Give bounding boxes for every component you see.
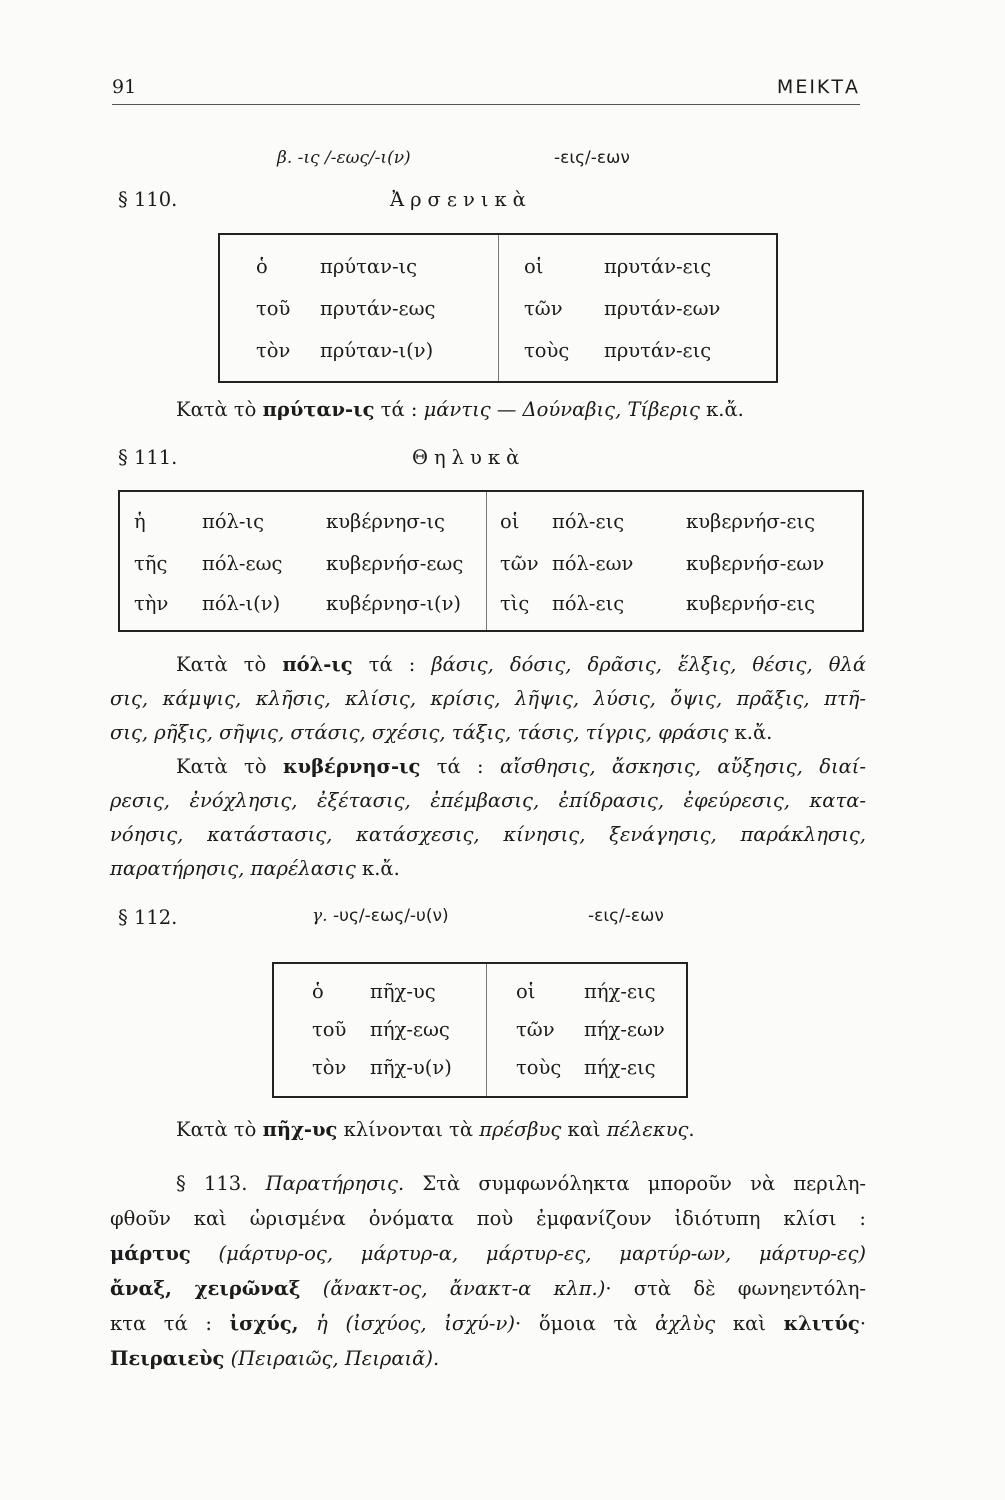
para-examples: βάσις, δόσις, δρᾶσις, ἕλξις, θέσις, θλά (431, 653, 866, 676)
table-cell: πόλ-ι(ν) (202, 592, 281, 615)
para-forms: (Πειραιῶς, Πειραιᾶ). (224, 1347, 440, 1370)
s113-paragraph (110, 1166, 866, 1376)
running-head (112, 76, 860, 105)
table-cell: πόλ-εως (202, 552, 283, 575)
s112-subheading (312, 906, 449, 926)
para-text: · (859, 1312, 867, 1335)
s112-note (176, 1118, 695, 1141)
s113-title: Παρατήρησις. (265, 1172, 405, 1195)
note-text: Κατὰ τὸ (176, 398, 263, 421)
s112-ending-plural: -εις/-εων (588, 906, 664, 926)
table-row (220, 255, 776, 289)
para-line (110, 750, 866, 784)
s110-gender-heading: Ἀρσενικὰ (390, 188, 532, 211)
table-cell: τὴν (134, 592, 169, 615)
para-examples: σις, ρῆξις, σῆψις, στάσις, σχέσις, τάξις, τάσις, τίγρις, φράσις (110, 721, 729, 744)
para-text: Κατὰ τὸ (176, 755, 283, 778)
para-keyword: ἄναξ, χειρῶναξ (110, 1277, 301, 1300)
para-line (110, 716, 866, 750)
table-cell: τὸν (312, 1056, 347, 1079)
para-text: κ.ἄ. (728, 721, 773, 744)
table-cell: πῆχ-υ(ν) (370, 1056, 452, 1079)
para-line: σις, κάμψις, κλῆσις, κλίσις, κρίσις, λῆψις, λύσις, ὄψις, πρᾶξις, πτῆ- (110, 687, 866, 710)
table-cell: κυβερνήσ-εως (326, 552, 464, 575)
table-cell: πρύταν-ι(ν) (320, 339, 434, 362)
table-cell: κυβερνήσ-εις (686, 592, 815, 615)
s111-declension-table (118, 490, 864, 632)
para-line (110, 648, 866, 682)
table-cell: κυβέρνησ-ις (326, 510, 445, 533)
note-text: καὶ (561, 1118, 607, 1141)
table-cell: ὁ (312, 980, 324, 1003)
s111-paragraph-polis (110, 648, 866, 750)
table-row (220, 297, 776, 331)
running-title: ΜΕΙΚΤΑ (776, 76, 860, 98)
para-forms: (ἄνακτ-ος, ἄνακτ-α κλπ.) (300, 1277, 606, 1300)
table-cell: οἱ (516, 980, 536, 1003)
para-line: νόησις, κατάστασις, κατάσχεσις, κίνησις, ξενάγησις, παράκλησις, (110, 823, 866, 846)
para-text: κτα τά : (110, 1312, 230, 1335)
note-text: κ.ἄ. (699, 398, 744, 421)
table-cell: πῆχ-υς (370, 980, 436, 1003)
para-text: · στὰ δὲ φωνηεντόλη- (605, 1277, 866, 1300)
note-text: . (688, 1118, 695, 1141)
note-text: τά : (374, 398, 424, 421)
table-cell: τῶν (516, 1018, 555, 1041)
para-forms: ἡ (ἰσχύος, ἰσχύ-ν) (298, 1312, 515, 1335)
table-cell: ὁ (256, 255, 268, 278)
table-cell: πόλ-εις (552, 592, 625, 615)
table-cell: τῶν (524, 297, 563, 320)
s110-subheading (277, 148, 411, 168)
s111-gender-heading: Θηλυκὰ (412, 446, 526, 469)
s112-declension-table (272, 962, 688, 1098)
table-cell: πήχ-εων (584, 1018, 665, 1041)
note-keyword: πῆχ-υς (262, 1118, 338, 1141)
note-example: πέλεκυς (606, 1118, 689, 1141)
para-text: τά : (352, 653, 432, 676)
para-text: κ.ἄ. (355, 857, 400, 880)
table-cell: πήχ-εως (370, 1018, 450, 1041)
table-cell: πήχ-εις (584, 1056, 656, 1079)
table-cell: πόλ-εων (552, 552, 634, 575)
s110-ending-plural: -εις/-εων (554, 148, 630, 168)
table-cell: τὶς (500, 592, 530, 615)
table-cell: τοὺς (516, 1056, 562, 1079)
para-line (110, 1166, 866, 1201)
para-text: καὶ (715, 1312, 784, 1335)
table-row (274, 1056, 686, 1090)
para-keyword: κλιτύς (783, 1312, 860, 1335)
para-line: ρεσις, ἐνόχλησις, ἐξέτασις, ἐπέμβασις, ἐπίδρασις, ἐφεύρεσις, κατα- (110, 789, 866, 812)
table-cell: πρύταν-ις (320, 255, 418, 278)
table-cell: τοῦ (312, 1018, 347, 1041)
table-row (274, 980, 686, 1014)
para-line: φθοῦν καὶ ὡρισμένα ὀνόματα ποὺ ἐμφανίζουν ἰδιότυπη κλίσι : (110, 1207, 866, 1230)
para-text: · ὅμοια τὰ (514, 1312, 656, 1335)
s113-number: § 113. (176, 1172, 248, 1195)
para-examples: παρατήρησις, παρέλασις (110, 857, 356, 880)
table-cell: πρυτάν-εως (320, 297, 436, 320)
para-line (110, 1306, 866, 1341)
table-row (120, 510, 862, 544)
para-text: Στὰ συμφωνόληκτα μποροῦν νὰ περιλη- (404, 1172, 867, 1195)
table-cell: πήχ-εις (584, 980, 656, 1003)
table-cell: τῶν (500, 552, 539, 575)
para-example: ἀχλὺς (655, 1312, 716, 1335)
para-keyword: πόλ-ις (282, 653, 353, 676)
table-row (120, 592, 862, 626)
s112-number: § 112. (118, 906, 178, 929)
table-cell: πόλ-εις (552, 510, 625, 533)
table-row (220, 339, 776, 373)
note-keyword: πρύταν-ις (262, 398, 375, 421)
para-keyword: κυβέρνησ-ις (282, 755, 421, 778)
table-cell: κυβερνήσ-εις (686, 510, 815, 533)
table-cell: τὸν (256, 339, 291, 362)
para-keyword: ἰσχύς, (229, 1312, 299, 1335)
subheading-marker: γ. (312, 906, 328, 926)
para-line (110, 1341, 866, 1376)
note-example: πρέσβυς (479, 1118, 562, 1141)
table-cell: οἱ (524, 255, 544, 278)
s110-note (176, 398, 744, 421)
table-row (120, 552, 862, 586)
s112-ending-singular: -υς/-εως/-υ(ν) (332, 906, 449, 926)
para-line (110, 852, 866, 886)
table-cell: οἱ (500, 510, 520, 533)
table-cell: πρυτάν-εων (604, 297, 721, 320)
para-keyword: μάρτυς (110, 1242, 191, 1265)
table-cell: τοὺς (524, 339, 570, 362)
para-examples: αἴσθησις, ἄσκησις, αὔξησις, διαί- (499, 755, 866, 778)
note-examples: μάντις — Δούναβις, Τίβερις (423, 398, 700, 421)
table-row (274, 1018, 686, 1052)
table-cell: τοῦ (256, 297, 291, 320)
table-cell: πρυτάν-εις (604, 339, 712, 362)
para-keyword: Πειραιεὺς (110, 1347, 225, 1370)
note-text: κλίνονται τὰ (337, 1118, 480, 1141)
table-cell: κυβερνήσ-εων (686, 552, 825, 575)
s110-declension-table (218, 233, 778, 383)
table-cell: πόλ-ις (202, 510, 265, 533)
s111-number: § 111. (118, 446, 178, 469)
table-cell: κυβέρνησ-ι(ν) (326, 592, 462, 615)
para-text: Κατὰ τὸ (176, 653, 283, 676)
table-cell: τῆς (134, 552, 168, 575)
table-cell: ἡ (134, 510, 146, 533)
para-line (110, 1236, 866, 1271)
s111-paragraph-kyvernisis (110, 750, 866, 886)
para-line (110, 1271, 866, 1306)
page-number: 91 (112, 76, 137, 98)
table-cell: πρυτάν-εις (604, 255, 712, 278)
para-text: τά : (420, 755, 500, 778)
s110-ending-singular: β. -ις /-εως/-ι(ν) (277, 148, 411, 168)
note-text: Κατὰ τὸ (176, 1118, 263, 1141)
s110-number: § 110. (118, 188, 178, 211)
para-forms: (μάρτυρ-ος, μάρτυρ-α, μάρτυρ-ες, μαρτύρ-ων, μάρτυρ-ες) (190, 1242, 866, 1265)
